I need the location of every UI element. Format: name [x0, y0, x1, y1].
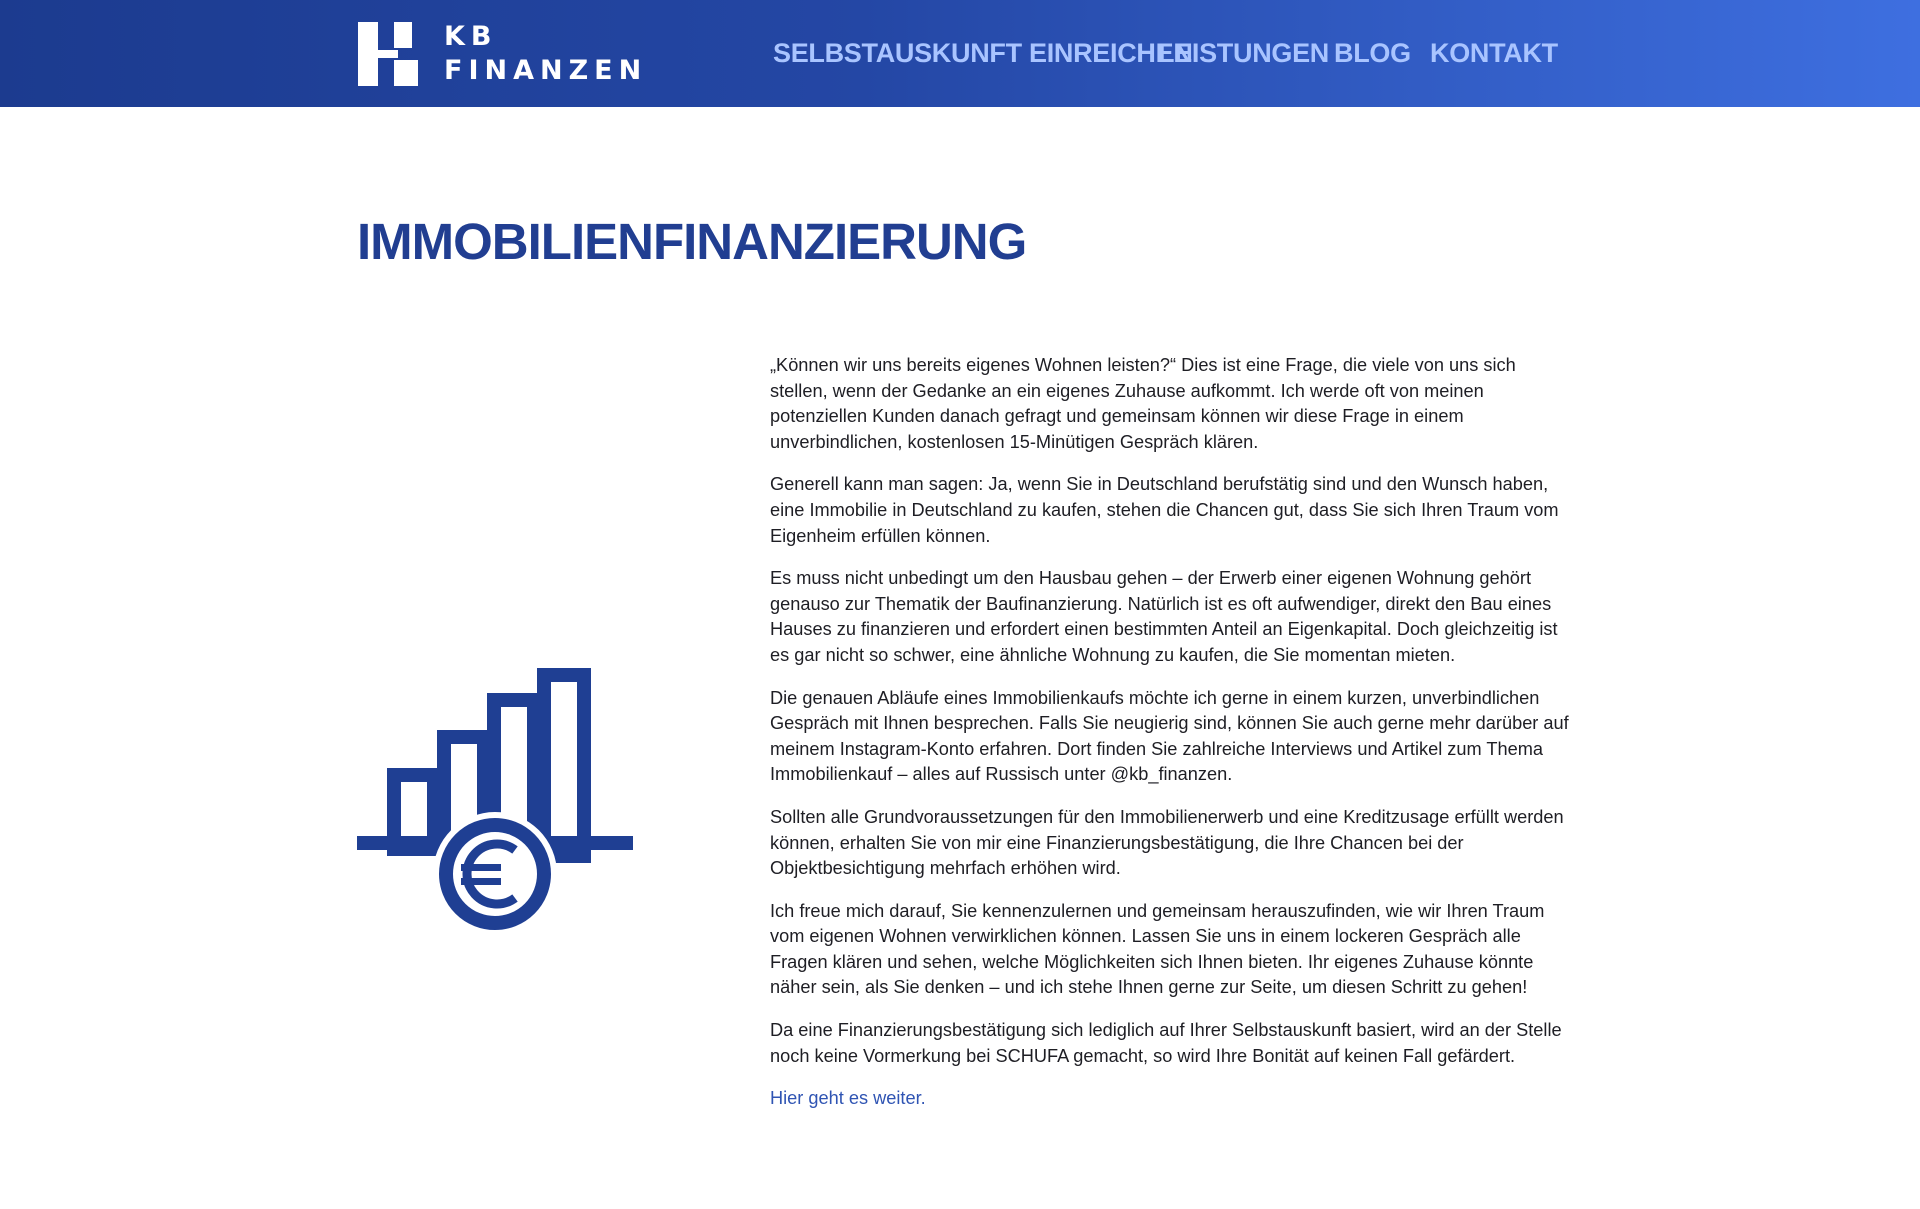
page-title: IMMOBILIENFINANZIERUNG — [357, 213, 1027, 270]
logo-line-2: FINANZEN — [444, 55, 648, 86]
nav-item-leistungen[interactable]: LEISTUNGEN — [1158, 38, 1330, 68]
continue-link[interactable]: Hier geht es weiter. — [770, 1088, 926, 1109]
nav-item-selbstauskunft[interactable]: SELBSTAUSKUNFT EINREICHEN — [773, 38, 1193, 68]
paragraph: Es muss nicht unbedingt um den Hausbau gehen – der Erwerb einer eigenen Wohnung gehört genauso zur Thematik der Baufinanzierung. Natürlich ist es oft aufwendiger, direkt den Bau eines Hauses zu finanzieren und erfordert einen bestimmten Anteil an Eigenkapital. Doch gleichzeitig ist es gar nicht so schwer, eine ähnliche Wohnung zu kaufen, die Sie momentan mieten. — [770, 568, 1558, 665]
paragraph: „Können wir uns bereits eigenes Wohnen leisten?“ Dies ist eine Frage, die viele von uns sich stellen, wenn der Gedanke an ein eigenes Zuhause aufkommt. Ich werde oft von meinen potenziellen Kunden danach gefragt und gemeinsam können wir diese Frage in einem unverbindlichen, kostenlosen 15-Minütigen Gespräch klären. — [770, 355, 1516, 452]
logo-link[interactable] — [358, 20, 648, 88]
paragraph: Die genauen Abläufe eines Immobilienkaufs möchte ich gerne in einem kurzen, unverbindlichen Gespräch mit Ihnen besprechen. Falls Sie neugierig sind, können Sie auch gerne mehr darüber auf meinem Instagram-Konto erfahren. Dort finden Sie zahlreiche Interviews und Artikel zum Thema Immobilienkauf – alles auf Russisch unter @kb_finanzen. — [770, 687, 1569, 785]
paragraph: Generell kann man sagen: Ja, wenn Sie in Deutschland berufstätig sind und den Wunsch haben, eine Immobilie in Deutschland zu kaufen, stehen die Chancen gut, dass Sie sich Ihren Traum vom Eigenheim erfüllen können. — [770, 474, 1559, 546]
logo-line-1: KB — [444, 21, 498, 52]
nav-item-blog[interactable]: BLOG — [1334, 38, 1411, 68]
paragraph: Sollten alle Grundvoraussetzungen für den Immobilienerwerb und eine Kreditzusage erfüllt werden können, erhalten Sie von mir eine Finanzierungsbestätigung, die Ihre Chancen bei der Objektbesichtigung mehrfach erhöhen wird. — [770, 806, 1564, 879]
paragraph: Ich freue mich darauf, Sie kennenzulernen und gemeinsam herauszufinden, wie wir Ihren Traum vom eigenen Wohnen verwirklichen können. Lassen Sie uns in einem lockeren Gespräch alle Fragen klären und sehen, welche Möglichkeiten sich Ihnen bieten. Ihr eigenes Zuhause könnte näher sein, als Sie denken – und ich stehe Ihnen gerne zur Seite, um diesen Schritt zu gehen! — [770, 900, 1545, 998]
logo-text — [444, 20, 647, 88]
content-column — [770, 353, 1570, 1112]
logo-icon — [358, 22, 422, 86]
paragraph: Da eine Finanzierungsbestätigung sich lediglich auf Ihrer Selbstauskunft basiert, wird an der Stelle noch keine Vormerkung bei SCHUFA gemacht, so wird Ihre Bonität auf keinen Fall gefärdert. — [770, 1020, 1562, 1066]
bar-chart-euro-icon — [357, 668, 637, 948]
nav-item-kontakt[interactable]: KONTAKT — [1430, 38, 1558, 68]
site-header — [0, 0, 1920, 107]
